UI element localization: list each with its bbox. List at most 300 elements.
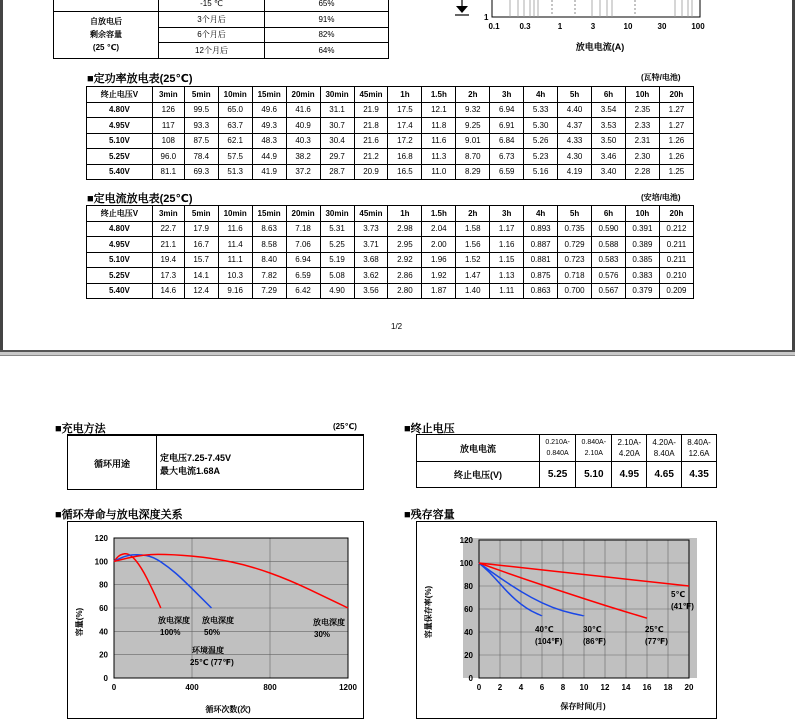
x-tick-label: 30 (657, 22, 667, 31)
table-cell: 1.26 (659, 149, 693, 165)
temp-label-40: 40℃ (535, 625, 554, 634)
x-tick-label: 14 (621, 683, 631, 692)
table-cell: 21.9 (354, 102, 388, 118)
plot-area (463, 538, 697, 678)
x-tick-label: 0 (476, 683, 482, 692)
pct-cell: 65% (265, 0, 389, 12)
table-cell: 28.7 (320, 164, 354, 180)
column-header: 2h (456, 206, 490, 222)
dod-value-30: 30% (314, 630, 331, 639)
table-cell: 0.576 (592, 268, 626, 284)
x-tick-label: 10 (579, 683, 589, 692)
row-header: 4.95V (87, 118, 153, 134)
table-cell: 14.6 (152, 283, 184, 299)
table-cell: 17.4 (388, 118, 422, 134)
current-table (86, 205, 694, 299)
table-cell: 3.46 (592, 149, 626, 165)
table-cell: 126 (152, 102, 184, 118)
column-header: 2h (456, 87, 490, 103)
row-header: 5.10V (87, 133, 153, 149)
column-header: 1.5h (422, 87, 456, 103)
row-header: 4.80V (87, 221, 153, 237)
arrow-down-icon (455, 0, 469, 15)
table-cell: 11.6 (422, 133, 456, 149)
cycle-chart-title: ■循环寿命与放电深度关系 (55, 509, 183, 521)
table-cell: 3.56 (354, 283, 388, 299)
charging-current: 最大电流1.68A (160, 466, 221, 476)
table-cell: 2.35 (625, 102, 659, 118)
storage-chart-panel (416, 521, 717, 719)
table-cell: 1.27 (659, 102, 693, 118)
table-cell: 5.08 (320, 268, 354, 284)
table-cell: 1.58 (456, 221, 490, 237)
table-cell: 0.385 (625, 252, 659, 268)
x-axis-label: 放电电流(A) (575, 42, 625, 52)
table-cell: 1.27 (659, 118, 693, 134)
table-cell: 1.11 (490, 283, 524, 299)
y-tick-label: 60 (99, 604, 108, 613)
table-row (87, 133, 694, 149)
table-cell: 6.59 (490, 164, 524, 180)
table-cell: 108 (152, 133, 184, 149)
table-row (87, 102, 694, 118)
cutoff-table (416, 434, 717, 488)
cutoff-voltage-cell: 4.35 (682, 462, 717, 488)
table-cell: 0.583 (592, 252, 626, 268)
table-cell: 1.25 (659, 164, 693, 180)
cutoff-range-cell: 2.10A- 4.20A (612, 435, 647, 462)
x-tick-label: 12 (600, 683, 610, 692)
table-cell: 20.9 (354, 164, 388, 180)
y-tick-label: 120 (94, 534, 108, 543)
table-cell: 7.29 (252, 283, 286, 299)
table-cell: 3.71 (354, 237, 388, 253)
table-row (87, 268, 694, 284)
table-cell: 6.42 (286, 283, 320, 299)
table-cell: 30.4 (320, 133, 354, 149)
column-header: 10h (625, 87, 659, 103)
y-tick-label: 120 (459, 536, 473, 545)
table-row (87, 118, 694, 134)
table-cell: 81.1 (152, 164, 184, 180)
table-cell: 29.7 (320, 149, 354, 165)
table-cell: 40.3 (286, 133, 320, 149)
table-cell: 6.73 (490, 149, 524, 165)
period-cell: 6个月后 (159, 27, 265, 43)
dod-label: 放电深度 (313, 618, 345, 627)
table-cell: 2.28 (625, 164, 659, 180)
storage-chart-title: ■残存容量 (404, 509, 455, 521)
table-cell: 17.9 (184, 221, 218, 237)
table-cell: 11.3 (422, 149, 456, 165)
table-cell: 8.58 (252, 237, 286, 253)
table-cell: 62.1 (218, 133, 252, 149)
table-row (87, 237, 694, 253)
table-cell: 2.98 (388, 221, 422, 237)
column-header: 1h (388, 206, 422, 222)
table-cell: 16.8 (388, 149, 422, 165)
table-cell: 117 (152, 118, 184, 134)
column-header: 终止电压V (87, 206, 153, 222)
page-divider (0, 350, 795, 356)
table-cell: 3.53 (592, 118, 626, 134)
table-cell: 0.700 (558, 283, 592, 299)
y-axis-label: 容量保存率(%) (424, 585, 433, 639)
table-cell: 40.9 (286, 118, 320, 134)
x-tick-label: 1 (557, 22, 563, 31)
table-cell: 1.47 (456, 268, 490, 284)
table-cell: 17.2 (388, 133, 422, 149)
column-header: 6h (592, 206, 626, 222)
x-axis-label: 循环次数(次) (205, 705, 251, 714)
x-tick-label: 400 (185, 683, 199, 692)
table-cell: 12.4 (184, 283, 218, 299)
x-tick-label: 2 (497, 683, 503, 692)
table-cell: 5.23 (524, 149, 558, 165)
table-row (87, 149, 694, 165)
column-header: 30min (320, 206, 354, 222)
table-cell: 8.40 (252, 252, 286, 268)
column-header: 3min (152, 206, 184, 222)
table-cell: 0.567 (592, 283, 626, 299)
table-cell: 63.7 (218, 118, 252, 134)
cutoff-voltage-cell: 4.65 (647, 462, 682, 488)
table-cell: 31.1 (320, 102, 354, 118)
temp-label-30: 30℃ (583, 625, 602, 634)
discharge-chart-fragment (450, 0, 720, 60)
charging-use-label: 循环用途 (68, 436, 157, 490)
table-cell: 2.30 (625, 149, 659, 165)
table-cell: 5.16 (524, 164, 558, 180)
table-cell: 4.30 (558, 149, 592, 165)
page-number: 1/2 (391, 322, 403, 331)
table-cell: 37.2 (286, 164, 320, 180)
table-cell: 7.18 (286, 221, 320, 237)
table-cell: 9.25 (456, 118, 490, 134)
column-header: 45min (354, 87, 388, 103)
table-row (87, 283, 694, 299)
table-cell: 78.4 (184, 149, 218, 165)
column-header: 20h (659, 206, 693, 222)
column-header: 5h (558, 87, 592, 103)
table-cell: 65.0 (218, 102, 252, 118)
table-cell: 0.875 (524, 268, 558, 284)
y-axis-label: 容量(%) (75, 607, 84, 637)
cutoff-voltage-cell: 4.95 (612, 462, 647, 488)
cutoff-voltage-label: 终止电压(V) (417, 462, 540, 488)
table-cell: 21.6 (354, 133, 388, 149)
table-row (87, 164, 694, 180)
y-tick-label: 80 (464, 582, 473, 591)
table-cell: 8.70 (456, 149, 490, 165)
table-cell: 15.7 (184, 252, 218, 268)
table-cell: 5.25 (320, 237, 354, 253)
self-discharge-label: 自放电后 剩余容量 (25 ℃) (54, 12, 159, 59)
y-tick-label: 0 (468, 674, 473, 683)
table-cell: 2.33 (625, 118, 659, 134)
cycle-chart-panel (67, 521, 364, 719)
table-row (87, 252, 694, 268)
table-cell: 0.211 (659, 252, 693, 268)
table-cell: 4.19 (558, 164, 592, 180)
self-discharge-table (53, 0, 389, 59)
table-cell: 6.84 (490, 133, 524, 149)
discharge-chart-svg (450, 0, 720, 60)
table-cell: 11.8 (422, 118, 456, 134)
table-cell: 17.3 (152, 268, 184, 284)
row-header: 4.95V (87, 237, 153, 253)
charging-voltage: 定电压7.25-7.45V (160, 453, 232, 463)
table-cell: 2.04 (422, 221, 456, 237)
x-tick-label: 100 (691, 22, 705, 31)
column-header: 15min (252, 87, 286, 103)
table-cell: 7.82 (252, 268, 286, 284)
row-header: 5.25V (87, 149, 153, 165)
table-cell: 1.96 (422, 252, 456, 268)
column-header: 20min (286, 87, 320, 103)
period-cell: 3个月后 (159, 12, 265, 28)
table-cell: 22.7 (152, 221, 184, 237)
cutoff-title: ■终止电压 (404, 423, 455, 435)
x-tick-label: 1200 (339, 683, 357, 692)
table-cell: 2.80 (388, 283, 422, 299)
table-cell: 6.91 (490, 118, 524, 134)
env-value: 25℃ (77℉) (190, 658, 234, 667)
table-cell: 1.87 (422, 283, 456, 299)
temp-label-5-f: (41℉) (671, 602, 694, 611)
cutoff-range-cell: 0.840A- 2.10A (576, 435, 612, 462)
y-tick-label: 0 (103, 674, 108, 683)
temp-label-40-f: (104℉) (535, 637, 563, 646)
column-header: 20h (659, 87, 693, 103)
x-tick-label: 4 (518, 683, 524, 692)
table-cell: 21.2 (354, 149, 388, 165)
column-header: 3min (152, 87, 184, 103)
table-cell: 0.383 (625, 268, 659, 284)
table-cell: 12.1 (422, 102, 456, 118)
cutoff-range-cell: 0.210A- 0.840A (540, 435, 576, 462)
table-cell: 87.5 (184, 133, 218, 149)
column-header: 10min (218, 206, 252, 222)
table-cell: 8.63 (252, 221, 286, 237)
cutoff-range-cell: 4.20A- 8.40A (647, 435, 682, 462)
table-cell: 4.33 (558, 133, 592, 149)
table-cell: 1.16 (490, 237, 524, 253)
y-tick-label: 20 (99, 650, 108, 660)
table-cell: 0.729 (558, 237, 592, 253)
table-cell: 0.391 (625, 221, 659, 237)
y-tick-label: 80 (99, 580, 108, 590)
cutoff-voltage-cell: 5.25 (540, 462, 576, 488)
table-cell: 7.06 (286, 237, 320, 253)
period-cell: 12个月后 (159, 43, 265, 59)
table-cell: 0.881 (524, 252, 558, 268)
table-cell: 10.3 (218, 268, 252, 284)
table-row (87, 221, 694, 237)
table-cell: 41.6 (286, 102, 320, 118)
column-header: 5min (184, 206, 218, 222)
row-header: 5.40V (87, 283, 153, 299)
charging-box (67, 434, 364, 490)
table-cell: 9.16 (218, 283, 252, 299)
table-cell: 1.40 (456, 283, 490, 299)
current-table-title: ■定电流放电表(25℃) (87, 193, 193, 205)
x-tick-label: 0.1 (488, 22, 500, 31)
table-cell: 3.62 (354, 268, 388, 284)
x-tick-label: 6 (539, 683, 545, 692)
table-cell: 5.19 (320, 252, 354, 268)
column-header: 30min (320, 87, 354, 103)
y-tick-label: 1 (484, 13, 489, 22)
x-axis-label: 保存时间(月) (560, 702, 606, 711)
x-tick-label: 0.3 (519, 22, 531, 31)
table-cell: 6.94 (286, 252, 320, 268)
table-cell: 2.95 (388, 237, 422, 253)
table-cell: 0.718 (558, 268, 592, 284)
y-tick-label: 60 (464, 605, 473, 614)
table-cell: 0.379 (625, 283, 659, 299)
cutoff-voltage-cell: 5.10 (576, 462, 612, 488)
power-table-title: ■定功率放电表(25℃) (87, 73, 193, 85)
cutoff-range-cell: 8.40A- 12.6A (682, 435, 717, 462)
table-cell: 0.863 (524, 283, 558, 299)
table-cell: 3.50 (592, 133, 626, 149)
temp-label-25: 25℃ (645, 625, 664, 634)
y-tick-label: 100 (94, 557, 108, 567)
current-table-unit: (安培/电池) (641, 193, 681, 202)
blank-cell (54, 0, 159, 12)
dod-value-50: 50% (204, 628, 221, 637)
table-cell: 1.15 (490, 252, 524, 268)
table-cell: 17.5 (388, 102, 422, 118)
table-cell: 2.92 (388, 252, 422, 268)
column-header: 3h (490, 87, 524, 103)
table-cell: 11.0 (422, 164, 456, 180)
table-cell: 11.1 (218, 252, 252, 268)
table-cell: 0.211 (659, 237, 693, 253)
column-header: 4h (524, 87, 558, 103)
charging-temp: (25℃) (333, 422, 357, 431)
charging-title: ■充电方法 (55, 423, 106, 435)
column-header: 5h (558, 206, 592, 222)
storage-chart-svg (417, 522, 718, 720)
column-header: 1h (388, 87, 422, 103)
cutoff-current-label: 放电电流 (417, 435, 540, 462)
table-cell: 44.9 (252, 149, 286, 165)
row-header: 4.80V (87, 102, 153, 118)
dod-value-100: 100% (160, 628, 181, 637)
chart-frame (492, 0, 700, 17)
table-cell: 2.31 (625, 133, 659, 149)
temp-label-25-f: (77℉) (645, 637, 668, 646)
table-cell: 2.86 (388, 268, 422, 284)
table-cell: 0.209 (659, 283, 693, 299)
column-header: 终止电压V (87, 87, 153, 103)
power-table-unit: (瓦特/电池) (641, 73, 681, 82)
table-cell: 57.5 (218, 149, 252, 165)
table-cell: 0.735 (558, 221, 592, 237)
column-header: 3h (490, 206, 524, 222)
column-header: 5min (184, 87, 218, 103)
x-tick-label: 3 (590, 22, 596, 31)
table-cell: 4.90 (320, 283, 354, 299)
table-cell: 69.3 (184, 164, 218, 180)
cycle-chart-svg (68, 522, 365, 720)
temp-label-5: 5℃ (671, 590, 686, 599)
table-cell: 1.17 (490, 221, 524, 237)
table-cell: 2.00 (422, 237, 456, 253)
pct-cell: 82% (265, 27, 389, 43)
table-cell: 4.37 (558, 118, 592, 134)
table-cell: 4.40 (558, 102, 592, 118)
table-cell: 5.33 (524, 102, 558, 118)
table-cell: 49.6 (252, 102, 286, 118)
table-cell: 38.2 (286, 149, 320, 165)
x-tick-label: 16 (642, 683, 652, 692)
table-cell: 5.31 (320, 221, 354, 237)
table-cell: 1.26 (659, 133, 693, 149)
table-cell: 0.210 (659, 268, 693, 284)
y-tick-label: 100 (459, 559, 473, 568)
table-cell: 51.3 (218, 164, 252, 180)
y-tick-label: 20 (464, 651, 473, 660)
table-cell: 41.9 (252, 164, 286, 180)
column-header: 1.5h (422, 206, 456, 222)
table-cell: 14.1 (184, 268, 218, 284)
table-cell: 0.588 (592, 237, 626, 253)
table-cell: 0.723 (558, 252, 592, 268)
row-header: 5.40V (87, 164, 153, 180)
table-cell: 99.5 (184, 102, 218, 118)
table-cell: 5.30 (524, 118, 558, 134)
column-header: 10min (218, 87, 252, 103)
row-header: 5.25V (87, 268, 153, 284)
column-header: 45min (354, 206, 388, 222)
x-tick-label: 8 (560, 683, 566, 692)
y-tick-label: 40 (99, 627, 108, 637)
table-cell: 9.32 (456, 102, 490, 118)
table-cell: 0.212 (659, 221, 693, 237)
x-tick-label: 800 (263, 683, 277, 692)
table-cell: 16.5 (388, 164, 422, 180)
table-cell: 16.7 (184, 237, 218, 253)
table-cell: 1.13 (490, 268, 524, 284)
y-tick-label: 40 (464, 628, 473, 637)
row-header: 5.10V (87, 252, 153, 268)
table-cell: 0.389 (625, 237, 659, 253)
table-cell: 3.68 (354, 252, 388, 268)
env-label: 环境温度 (192, 646, 224, 655)
pct-cell: 64% (265, 43, 389, 59)
table-cell: 30.7 (320, 118, 354, 134)
table-cell: 21.8 (354, 118, 388, 134)
table-cell: 21.1 (152, 237, 184, 253)
table-cell: 1.92 (422, 268, 456, 284)
table-cell: 49.3 (252, 118, 286, 134)
table-cell: 9.01 (456, 133, 490, 149)
page-border-left (0, 0, 3, 350)
table-cell: 0.590 (592, 221, 626, 237)
table-cell: 0.887 (524, 237, 558, 253)
column-header: 15min (252, 206, 286, 222)
dod-label: 放电深度 (202, 616, 234, 625)
table-cell: 3.54 (592, 102, 626, 118)
table-cell: 11.4 (218, 237, 252, 253)
pct-cell: 91% (265, 12, 389, 28)
temp-cell: -15 ℃ (159, 0, 265, 12)
table-cell: 0.893 (524, 221, 558, 237)
table-cell: 8.29 (456, 164, 490, 180)
